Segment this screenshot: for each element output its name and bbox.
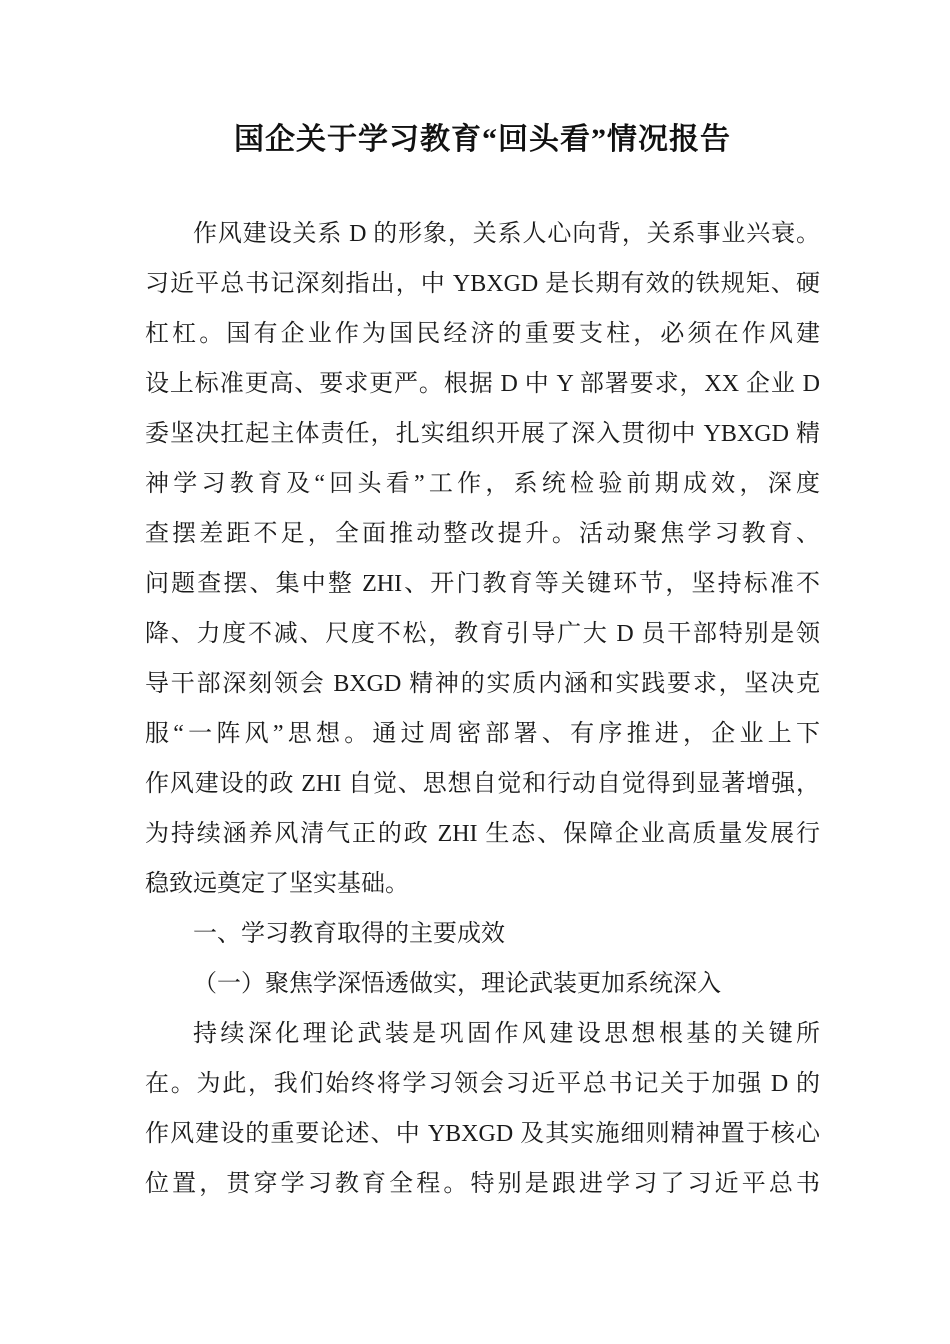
report-title: 国企关于学习教育“回头看”情况报告	[234, 123, 731, 156]
paragraph-1-line: 设上标准更高、要求更严。根据 D 中 Y 部署要求，XX 企业 D	[145, 371, 820, 397]
subsection-1-heading: （一）聚焦学深悟透做实，理论武装更加系统深入	[193, 971, 721, 997]
paragraph-2-line: 作风建设的重要论述、中 YBXGD 及其实施细则精神置于核心	[145, 1121, 820, 1147]
paragraph-1-line: 查摆差距不足，全面推动整改提升。活动聚焦学习教育、	[145, 521, 820, 547]
paragraph-1-line: 作风建设关系 D 的形象，关系人心向背，关系事业兴衰。	[193, 221, 820, 247]
paragraph-1-line: 委坚决扛起主体责任，扎实组织开展了深入贯彻中 YBXGD 精	[145, 421, 820, 447]
paragraph-1-line: 导干部深刻领会 BXGD 精神的实质内涵和实践要求，坚决克	[145, 671, 820, 697]
paragraph-2-line: 位置，贯穿学习教育全程。特别是跟进学习了习近平总书	[145, 1171, 820, 1197]
section-1-heading: 一、学习教育取得的主要成效	[193, 921, 505, 947]
paragraph-1-line: 稳致远奠定了坚实基础。	[145, 871, 409, 897]
paragraph-1-line: 神学习教育及“回头看”工作，系统检验前期成效，深度	[145, 471, 820, 497]
paragraph-2-line: 在。为此，我们始终将学习领会习近平总书记关于加强 D 的	[145, 1071, 820, 1097]
paragraph-1-line: 作风建设的政 ZHI 自觉、思想自觉和行动自觉得到显著增强，	[145, 771, 820, 797]
paragraph-1-line: 服“一阵风”思想。通过周密部署、有序推进，企业上下	[145, 721, 820, 747]
paragraph-1-line: 为持续涵养风清气正的政 ZHI 生态、保障企业高质量发展行	[145, 821, 820, 847]
paragraph-1-line: 习近平总书记深刻指出，中 YBXGD 是长期有效的铁规矩、硬	[145, 271, 820, 297]
paragraph-2-line: 持续深化理论武装是巩固作风建设思想根基的关键所	[193, 1021, 820, 1047]
paragraph-1-line: 降、力度不减、尺度不松，教育引导广大 D 员干部特别是领	[145, 621, 820, 647]
paragraph-1-line: 问题查摆、集中整 ZHI、开门教育等关键环节，坚持标准不	[145, 571, 820, 597]
paragraph-1-line: 杠杠。国有企业作为国民经济的重要支柱，必须在作风建	[145, 321, 820, 347]
